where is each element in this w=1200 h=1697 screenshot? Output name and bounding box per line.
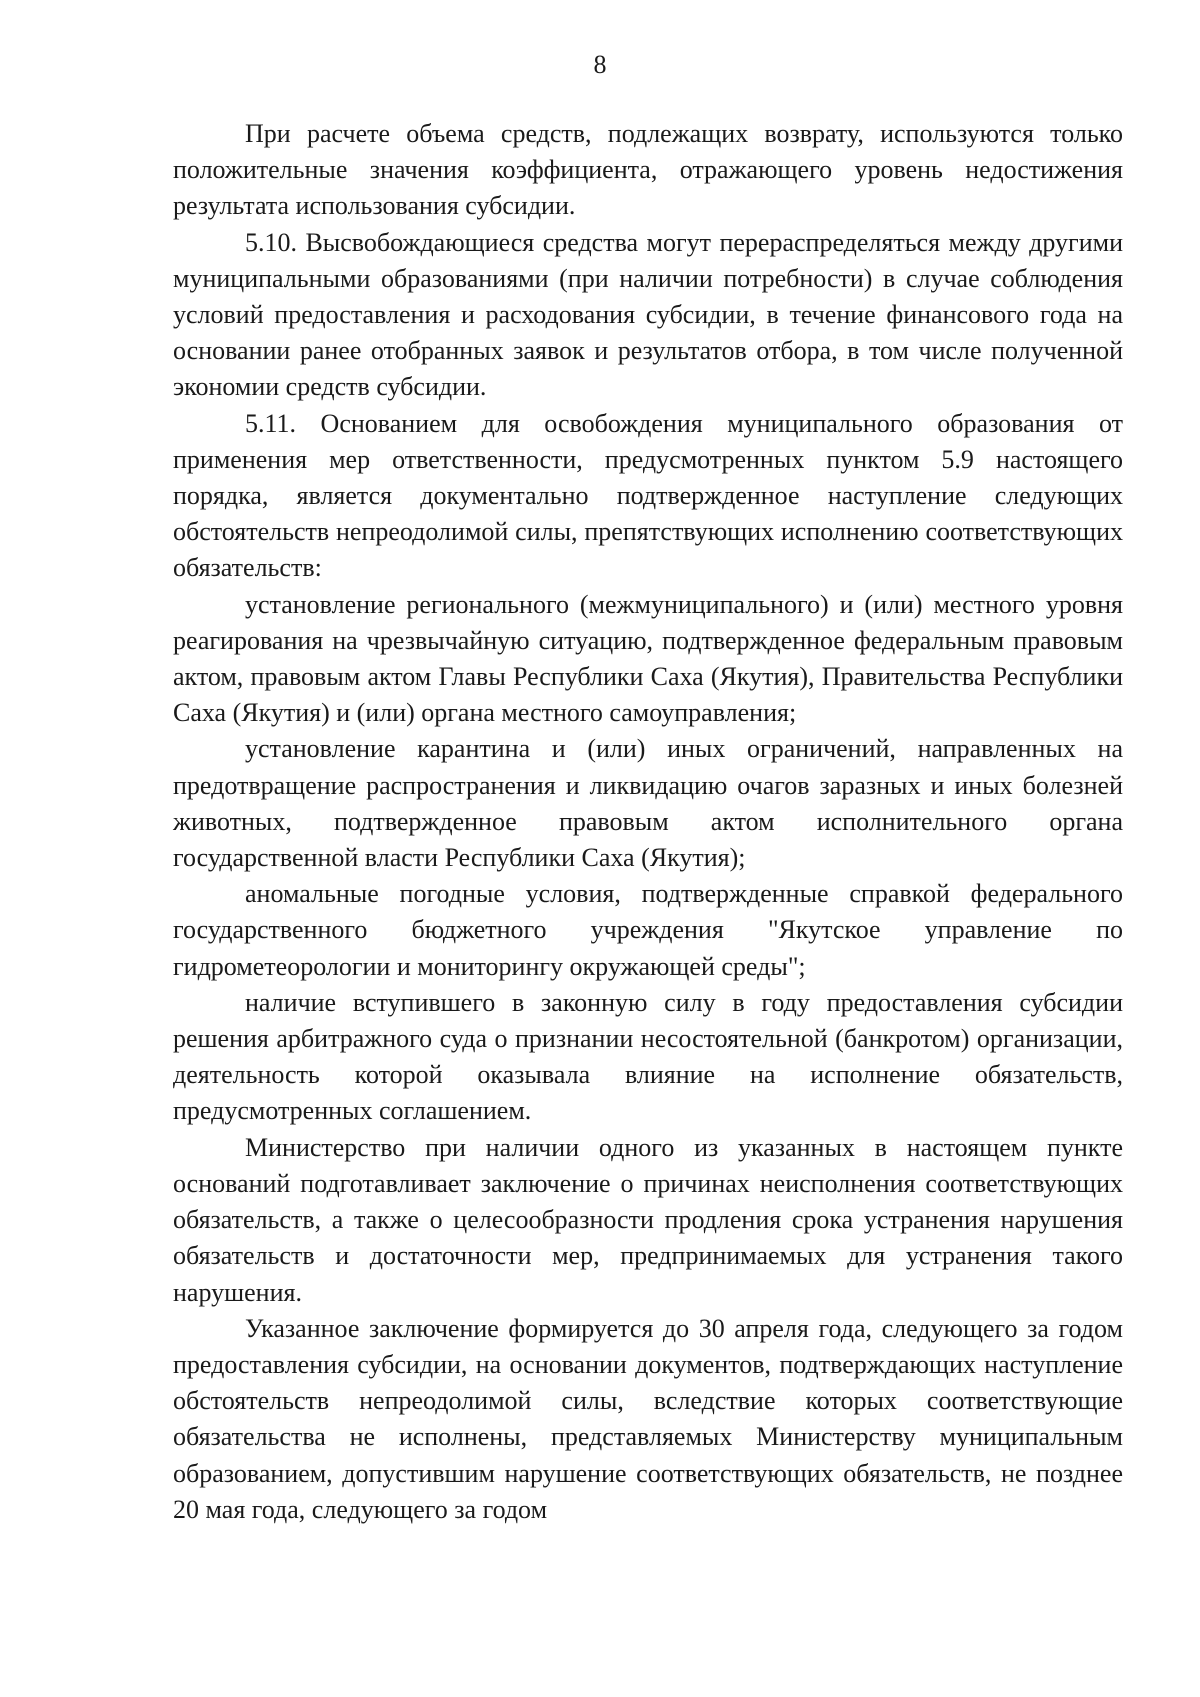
- paragraph-ministry-conclusion: Министерство при наличии одного из указанных в настоящем пункте оснований подготавливает заключение о причинах неисполнения соответствующих обязательств, а также о целесообразности продления срока устранения нарушения обязательств и достаточности мер, предпринимаемых для устранения такого нарушения.: [173, 1132, 1123, 1307]
- page-number: 8: [593, 50, 607, 79]
- paragraph-refund-calculation: При расчете объема средств, подлежащих возврату, используются только положительные значения коэффициента, отражающего уровень недостижения результата использования субсидии.: [173, 119, 1123, 221]
- paragraph-weather: аномальные погодные условия, подтвержденные справкой федерального государственного бюджетного учреждения "Якутское управление по гидрометеорологии и мониторингу окружающей среды";: [173, 879, 1123, 981]
- document-body: [173, 116, 1123, 1528]
- paragraph-5-10: 5.10. Высвобождающиеся средства могут перераспределяться между другими муниципальными образованиями (при наличии потребности) в случае соблюдения условий предоставления и расходования субсидии, в течение финансового года на основании ранее отобранных заявок и результатов отбора, в том числе полученной экономии средств субсидии.: [173, 227, 1123, 402]
- paragraph-quarantine: установление карантина и (или) иных ограничений, направленных на предотвращение распространения и ликвидацию очагов заразных и иных болезней животных, подтвержденное правовым актом исполнительного органа государственной власти Республики Саха (Якутия);: [173, 734, 1123, 873]
- paragraph-bankruptcy: наличие вступившего в законную силу в году предоставления субсидии решения арбитражного суда о признании несостоятельной (банкротом) организации, деятельность которой оказывала влияние на исполнение обязательств, предусмотренных соглашением.: [173, 987, 1123, 1126]
- paragraph-emergency-response: установление регионального (межмуниципального) и (или) местного уровня реагирования на чрезвычайную ситуацию, подтвержденное федеральным правовым актом, правовым актом Главы Республики Саха (Якутия), Правительства Республики Саха (Якутия) и (или) органа местного самоуправления;: [173, 589, 1123, 728]
- paragraph-5-11: 5.11. Основанием для освобождения муниципального образования от применения мер ответственности, предусмотренных пунктом 5.9 настоящего порядка, является документально подтвержденное наступление следующих обстоятельств непреодолимой силы, препятствующих исполнению соответствующих обязательств:: [173, 408, 1123, 583]
- paragraph-conclusion-deadline: Указанное заключение формируется до 30 апреля года, следующего за годом предоставления субсидии, на основании документов, подтверждающих наступление обстоятельств непреодолимой силы, вследствие которых соответствующие обязательства не исполнены, представляемых Министерству муниципальным образованием, допустившим нарушение соответствующих обязательств, не позднее 20 мая года, следующего за годом: [173, 1313, 1123, 1524]
